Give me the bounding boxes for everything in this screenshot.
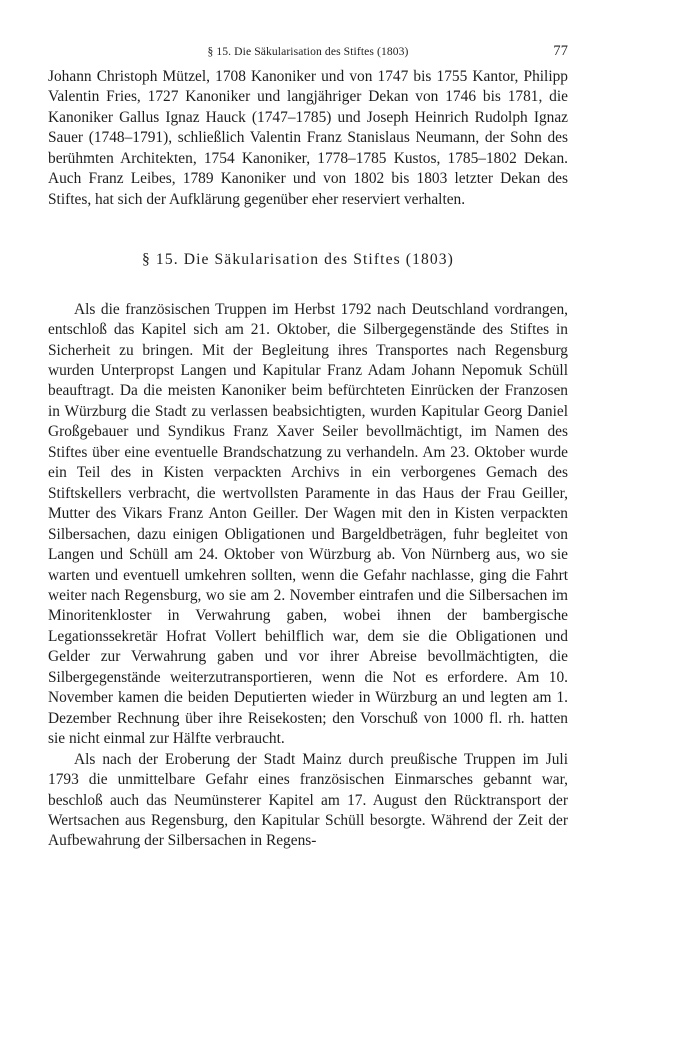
section-paragraph-2: Als nach der Eroberung der Stadt Mainz durch preußische Truppen im Juli 1793 die unmittelbare Gefahr eines französischen Einmarsches gebannt war, beschloß auch das Neumünsterer Kapitel am 17. August den Rücktransport der Wertsachen aus Regensburg, den Kapitular Schüll besorgte. Während der Zeit der Aufbewahrung der Silbersachen in Regens- bbox=[48, 750, 568, 850]
running-head bbox=[48, 43, 568, 67]
running-head-title: § 15. Die Säkularisation des Stiftes (1803) bbox=[207, 45, 409, 58]
book-page bbox=[48, 0, 568, 852]
intro-paragraph: Johann Christoph Mützel, 1708 Kanoniker und von 1747 bis 1755 Kantor, Philipp Valentin Fries, 1727 Kanoniker und langjähriger Dekan von 1746 bis 1781, die Kanoniker Gallus Ignaz Hauck (1747–1785) und Joseph Heinrich Rudolph Ignaz Sauer (1748–1791), schließlich Valentin Franz Stanislaus Neumann, der Sohn des berühmten Architekten, 1754 Kanoniker, 1778–1785 Kustos, 1785–1802 Dekan. Auch Franz Leibes, 1789 Kanoniker und von 1802 bis 1803 letzter Dekan des Stiftes, hat sich der Aufklärung gegenüber eher reserviert verhalten. bbox=[48, 68, 568, 208]
section-heading: § 15. Die Säkularisation des Stiftes (1803) bbox=[142, 251, 454, 269]
page-number: 77 bbox=[553, 43, 568, 59]
body-text bbox=[48, 67, 568, 852]
section-paragraph-1: Als die französischen Truppen im Herbst 1792 nach Deutschland vordrangen, entschloß das Kapitel sich am 21. Oktober, die Silbergegenstände des Stiftes in Sicherheit zu bringen. Mit der Begleitung ihres Transportes nach Regensburg wurden Unterpropst Langen und Kapitular Franz Adam Johann Nepomuk Schüll beauftragt. Da die meisten Kanoniker beim befürchteten Einrücken der Franzosen in Würzburg die Stadt zu verlassen beabsichtigten, wurden Kapitular Georg Daniel Großgebauer und Syndikus Franz Xaver Seiler bevollmächtigt, im Namen des Stiftes über eine eventuelle Brandschatzung zu verhandeln. Am 23. Oktober wurde ein Teil des in Kisten verpackten Archivs in ein verborgenes Gemach des Stiftskellers verbracht, die wertvollsten Paramente in das Haus der Frau Geiller, Mutter des Vikars Franz Anton Geiller. Der Wagen mit den in Kisten verpackten Silbersachen, dazu einigen Obligationen und Bargeldbeträgen, fuhr begleitet von Langen und Schüll am 24. Oktober von Würzburg ab. Von Nürnberg aus, wo sie warten und eventuell umkehren sollten, wenn die Gefahr nachlasse, ging die Fahrt weiter nach Regensburg, wo sie am 2. November eintrafen und die Silbersachen im Minoritenkloster in Verwahrung gaben, wobei ihnen der bambergische Legationssekretär Hofrat Vollert behilflich war, dem sie die Obligationen und Gelder zur Verwahrung gaben und vor ihrer Abreise bevollmächtigten, die Silbergegenstände weiterzutransportieren, wenn die Not es erfordere. Am 10. November kamen die beiden Deputierten wieder in Würzburg an und legten am 1. Dezember Rechnung über ihre Reisekosten; den Vorschuß von 1000 fl. rh. hatten sie nicht einmal zur Hälfte verbraucht. bbox=[48, 300, 568, 748]
